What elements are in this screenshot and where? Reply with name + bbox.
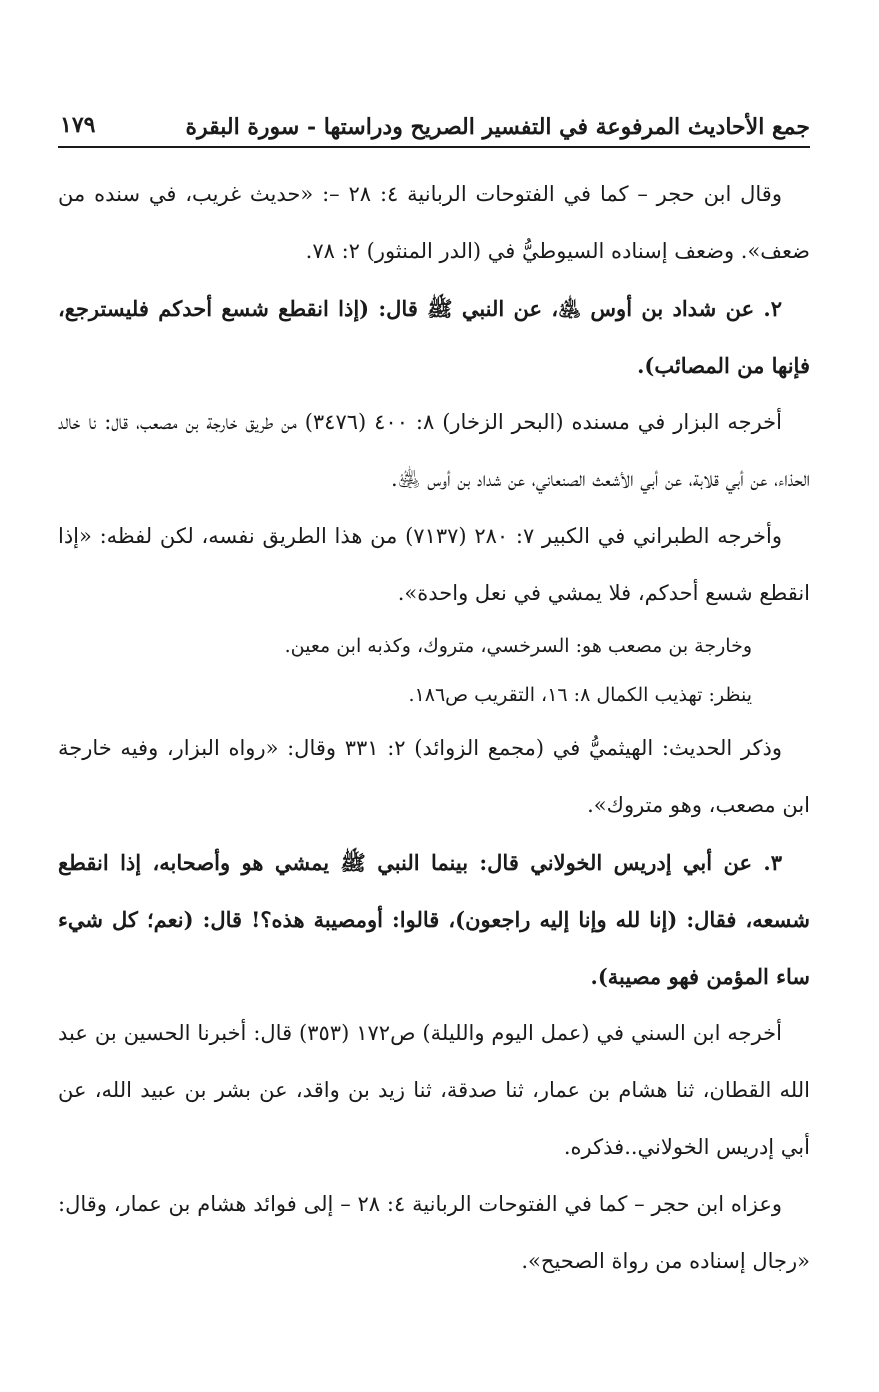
paragraph-haythami: وذكر الحديث: الهيثميُّ في (مجمع الزوائد) ٢: ٣٣١ وقال: «رواه البزار، وفيه خارجة ابن مصعب، وهو متروك».	[58, 736, 810, 817]
paragraph-kharija-note: وخارجة بن مصعب هو: السرخسي، متروك، وكذبه ابن معين.	[284, 635, 752, 657]
hadith-2-shaddad: ٢. عن شداد بن أوس ﵁، عن النبي ﷺ قال: (إذا انقطع شسع أحدكم فليسترجع، فإنها من المصائب).	[58, 296, 810, 378]
paragraph-bazzar-takhrij: أخرجه البزار في مسنده (البحر الزخار) ٨: ٤٠٠ (٣٤٧٦) من طريق خارجة بن مصعب، قال: نا خالد الحذاء، عن أبي قلابة، عن أبي الأشعث الصنعاني، عن شداد بن أوس ﵁.	[58, 410, 810, 491]
paragraph-references: ينظر: تهذيب الكمال ٨: ١٦، التقريب ص١٨٦.	[408, 684, 752, 706]
document-page	[58, 108, 810, 1290]
paragraph-ibn-hajar-hisham: وعزاه ابن حجر – كما في الفتوحات الربانية ٤: ٢٨ – إلى فوائد هشام بن عمار، وقال: «رجال إسناده من رواة الصحيح».	[58, 1192, 810, 1273]
running-title: جمع الأحاديث المرفوعة في التفسير الصريح ودراستها - سورة البقرة	[185, 114, 810, 140]
paragraph-ibn-hajar-gharib: وقال ابن حجر – كما في الفتوحات الربانية ٤: ٢٨ –: «حديث غريب، في سنده من ضعف». وضعف إسناده السيوطيُّ في (الدر المنثور) ٢: ٧٨.	[58, 182, 810, 263]
page-number: ١٧٩	[60, 112, 96, 138]
page-header	[58, 108, 810, 148]
paragraph-ibn-sunni-takhrij: أخرجه ابن السني في (عمل اليوم والليلة) ص١٧٢ (٣٥٣) قال: أخبرنا الحسين بن عبد الله القطان، ثنا هشام بن عمار، ثنا صدقة، ثنا زيد بن واقد، عن بشر بن عبيد الله، عن أبي إدريس الخولاني..فذكره.	[58, 1021, 810, 1159]
paragraph-tabarani-takhrij: وأخرجه الطبراني في الكبير ٧: ٢٨٠ (٧١٣٧) من هذا الطريق نفسه، لكن لفظه: «إذا انقطع شسع أحدكم، فلا يمشي في نعل واحدة».	[58, 524, 810, 605]
hadith-3-khawlani: ٣. عن أبي إدريس الخولاني قال: بينما النبي ﷺ يمشي هو وأصحابه، إذا انقطع شسعه، فقال: (إنا لله وإنا إليه راجعون)، قالوا: أومصيبة هذه؟! قال: (نعم؛ كل شيء ساء المؤمن فهو مصيبة).	[58, 850, 810, 989]
page-body	[58, 148, 810, 1290]
